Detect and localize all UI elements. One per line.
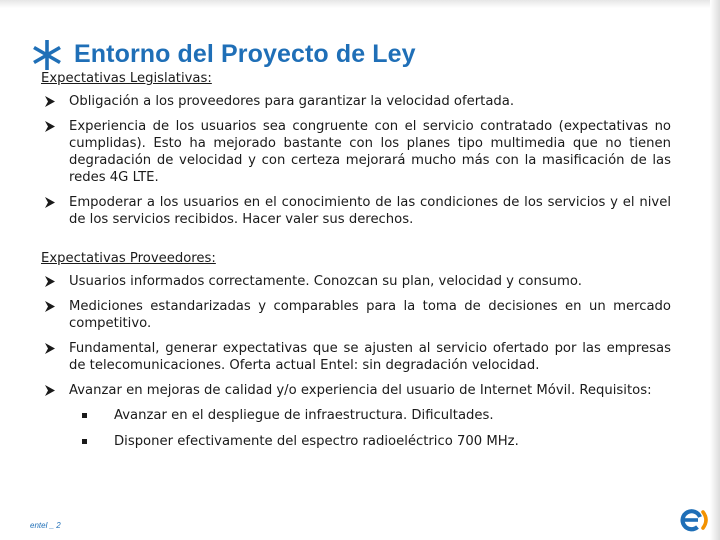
sub-list-item [41,433,671,450]
asterisk-icon [30,38,64,72]
arrow-bullet-icon [43,194,57,211]
list-item [41,93,671,110]
section-heading-legislativas: Expectativas Legislativas: [41,71,212,86]
slide-title: Entorno del Proyecto de Ley [74,39,416,68]
list-item-text: Mediciones estandarizadas y comparables para la toma de decisiones en un mercado competitivo. [69,299,671,331]
sub-list-item-text: Avanzar en el despliegue de infraestructura. Dificultades. [114,408,494,423]
title-row [30,34,416,74]
square-bullet-icon [82,439,87,444]
footer-page-label: entel _ 2 [30,521,61,530]
section-heading-proveedores: Expectativas Proveedores: [41,251,216,266]
arrow-bullet-icon [43,118,57,135]
list-item-text: Experiencia de los usuarios sea congruente con el servicio contratado (expectativas no cumplidas). Esto ha mejorado bastante con los planes tipo multimedia que no tienen degradación de velocidad y con certeza mejorará mucho más con la masificación de las redes 4G LTE. [69,119,671,185]
arrow-bullet-icon [43,273,57,290]
list-item-text: Usuarios informados correctamente. Conozcan su plan, velocidad y consumo. [69,274,582,289]
list-item [41,118,671,186]
arrow-bullet-icon [43,93,57,110]
list-item-text: Fundamental, generar expectativas que se ajusten al servicio ofertado por las empresas de telecomunicaciones. Oferta actual Entel: sin degradación velocidad. [69,341,671,373]
arrow-bullet-icon [43,340,57,357]
sub-list-item [41,407,671,424]
content-body [41,70,671,459]
list-item-text: Empoderar a los usuarios en el conocimiento de las condiciones de los servicios y el nivel de los servicios recibidos. Hacer valer sus derechos. [69,195,671,227]
list-item [41,382,671,399]
top-edge-shade [0,0,720,8]
list-item-text: Avanzar en mejoras de calidad y/o experiencia del usuario de Internet Móvil. Requisitos: [69,383,652,398]
right-edge-shade [710,0,720,540]
sub-list-item-text: Disponer efectivamente del espectro radioeléctrico 700 MHz. [114,434,519,449]
list-item [41,298,671,332]
list-item-text: Obligación a los proveedores para garantizar la velocidad ofertada. [69,94,515,109]
arrow-bullet-icon [43,382,57,399]
square-bullet-icon [82,413,87,418]
entel-logo-icon [678,508,712,532]
section-gap [41,236,671,250]
list-item [41,194,671,228]
list-item [41,340,671,374]
list-item [41,273,671,290]
arrow-bullet-icon [43,298,57,315]
